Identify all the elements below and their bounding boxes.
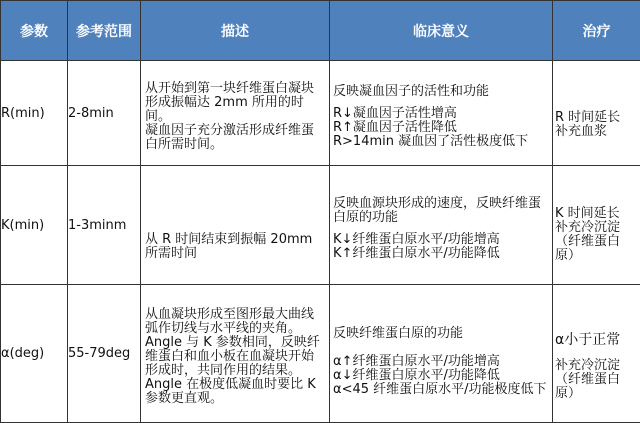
table-row-k <box>1 166 640 285</box>
description-line: 从开始到第一块纤维蛋白凝块形成振幅达 2mm 所用的时间。 <box>145 82 323 124</box>
description-cell <box>141 61 330 166</box>
significance-title: 反映凝血因子的活性和功能 <box>333 85 548 99</box>
treatment-cell <box>553 166 640 285</box>
significance-item: K↑纤维蛋白原水平/功能降低 <box>333 247 548 261</box>
significance-item: R>14min 凝血因了活性极度低下 <box>333 135 548 149</box>
description-line: 凝血因子充分激活形成纤维蛋白所需时间。 <box>145 124 323 152</box>
table-row-r <box>1 61 640 166</box>
treatment-line: K 时间延长 <box>555 207 638 221</box>
significance-item: α↓纤维蛋白原水平/功能降低 <box>333 369 548 383</box>
param-cell: α(deg) <box>1 285 68 423</box>
treatment-line: α小于正常 <box>555 333 638 347</box>
clinical-significance-cell <box>330 285 553 423</box>
clinical-significance-cell <box>330 166 553 285</box>
description-line: Angle 与 K 参数相同，反映纤维蛋白和血小板在血凝块开始形成时，共同作用的结果。 <box>145 336 323 378</box>
significance-item: α<45 纤维蛋白原水平/功能极度低下 <box>333 383 548 397</box>
description-line: 从血凝块形成至图形最大曲线弧作切线与水平线的夹角。 <box>145 308 323 336</box>
range-cell: 55-79deg <box>68 285 141 423</box>
param-cell: K(min) <box>1 166 68 285</box>
significance-title: 反映纤维蛋白原的功能 <box>333 327 548 341</box>
treatment-cell <box>553 61 640 166</box>
range-cell: 2-8min <box>68 61 141 166</box>
table-row-alpha <box>1 285 640 423</box>
treatment-line: 补充血浆 <box>555 125 638 139</box>
treatment-line: 补充冷沉淀（纤维蛋白原） <box>555 359 638 401</box>
treatment-line: R 时间延长 <box>555 111 638 125</box>
header-description: 描述 <box>141 1 330 61</box>
param-cell: R(min) <box>1 61 68 166</box>
clinical-significance-cell <box>330 61 553 166</box>
description-line: Angle 在极度低凝血时要比 K 参数更直观。 <box>145 378 323 406</box>
treatment-line: 补充冷沉淀（纤维蛋白原） <box>555 221 638 263</box>
description-cell <box>141 285 330 423</box>
header-range: 参考范围 <box>68 1 141 61</box>
header-row <box>1 1 640 61</box>
header-param: 参数 <box>1 1 68 61</box>
description-line: 从 R 时间结束到振幅 20mm 所需时间 <box>145 233 323 261</box>
significance-title: 反映血源块形成的速度，反映纤维蛋白原的功能 <box>333 197 548 225</box>
significance-item: K↓纤维蛋白原水平/功能增高 <box>333 233 548 247</box>
treatment-cell <box>553 285 640 423</box>
header-treatment: 治疗 <box>553 1 640 61</box>
significance-item: α↑纤维蛋白原水平/功能增高 <box>333 355 548 369</box>
description-cell <box>141 166 330 285</box>
significance-item: R↑凝血因子活性降低 <box>333 121 548 135</box>
header-clinical-significance: 临床意义 <box>330 1 553 61</box>
range-cell: 1-3minm <box>68 166 141 285</box>
significance-item: R↓凝血因子活性增高 <box>333 107 548 121</box>
